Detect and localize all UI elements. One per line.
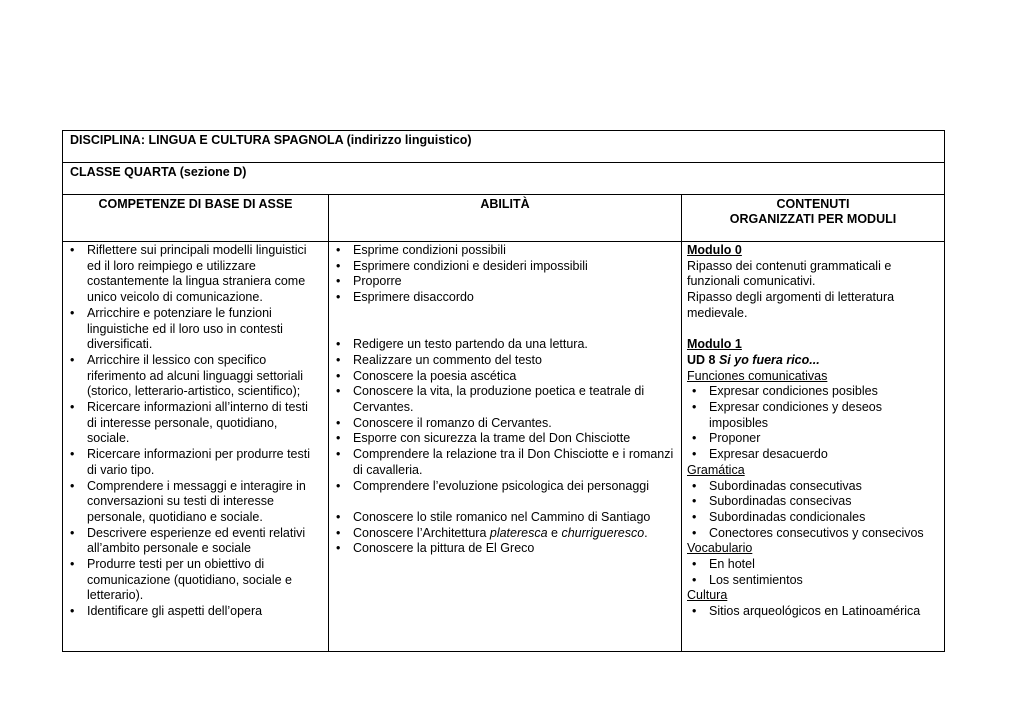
title-row — [63, 131, 944, 163]
unit-prefix: UD 8 — [687, 352, 719, 367]
unit-name: Si yo fuera rico... — [718, 352, 820, 367]
list-item: • Comprendere la relazione tra il Don Chisciotte e i romanzi di cavalleria. — [331, 447, 676, 478]
list-item: • Ricercare informazioni per produrre testi di vario tipo. — [65, 447, 317, 478]
column-divider — [328, 195, 329, 651]
list-item: • Descrivere esperienze ed eventi relativi all’ambito personale e sociale — [65, 526, 317, 557]
list-item: • Riflettere sui principali modelli linguistici ed il loro reimpiego e utilizzare costantemente la lingua straniera come unico veicolo di comunicazione. — [65, 243, 317, 306]
contenuti-column — [687, 243, 942, 620]
module-0-text-2: Ripasso degli argomenti di letteratura medievale. — [687, 290, 895, 320]
funciones-list — [687, 384, 942, 463]
list-item: • Esporre con sicurezza la trame del Don Chisciotte — [331, 431, 676, 447]
list-item: • Sitios arqueológicos en Latinoamérica — [687, 604, 942, 620]
arch-prefix: Conoscere l’Architettura — [353, 525, 490, 540]
list-item: • Conoscere la pittura de El Greco — [331, 541, 676, 557]
list-item: • Comprendere l’evoluzione psicologica dei personaggi — [331, 479, 676, 495]
list-item — [331, 526, 676, 542]
arch-style-1: plateresca — [489, 525, 548, 540]
gramatica-list — [687, 479, 942, 542]
list-item: • Proponer — [687, 431, 942, 447]
arch-style-2: churrigueresco — [561, 525, 645, 540]
class-row — [63, 163, 944, 195]
list-item: • Expresar condiciones y deseos imposibles — [687, 400, 942, 431]
header-competenze: COMPETENZE DI BASE DI ASSE — [98, 197, 293, 211]
header-abilita: ABILITÀ — [480, 197, 530, 211]
list-item: • Los sentimientos — [687, 573, 942, 589]
list-item: • Proporre — [331, 274, 676, 290]
abilita-list-1 — [331, 243, 676, 306]
list-item: • Conoscere la vita, la produzione poetica e teatrale di Cervantes. — [331, 384, 676, 415]
list-item: • En hotel — [687, 557, 942, 573]
list-item: • Esprimere disaccordo — [331, 290, 676, 306]
list-item: • Subordinadas condicionales — [687, 510, 942, 526]
class-title: CLASSE QUARTA (sezione D) — [70, 165, 247, 179]
competenze-column — [65, 243, 317, 620]
cultura-list — [687, 604, 942, 620]
list-item: • Subordinadas consecutivas — [687, 479, 942, 495]
spacer — [331, 494, 676, 510]
vocabulario-list — [687, 557, 942, 588]
funciones-heading: Funciones comunicativas — [687, 368, 828, 383]
cultura-heading: Cultura — [687, 588, 728, 603]
discipline-title: DISCIPLINA: LINGUA E CULTURA SPAGNOLA (indirizzo linguistico) — [70, 133, 472, 147]
list-item: • Conoscere lo stile romanico nel Cammino di Santiago — [331, 510, 676, 526]
list-item: • Ricercare informazioni all’interno di testi di interesse personale, quotidiano, sociale. — [65, 400, 317, 447]
competenze-list — [65, 243, 317, 620]
list-item: • Conoscere la poesia ascética — [331, 369, 676, 385]
gramatica-heading: Gramática — [687, 462, 745, 477]
list-item: • Arricchire il lessico con specifico riferimento ad alcuni linguaggi settoriali (storico, letterario-artistico, scientifico); — [65, 353, 317, 400]
curriculum-table — [62, 130, 945, 652]
list-item: • Redigere un testo partendo da una lettura. — [331, 337, 676, 353]
list-item: • Esprimere condizioni e desideri impossibili — [331, 259, 676, 275]
list-item: • Expresar condiciones posibles — [687, 384, 942, 400]
arch-end: . — [644, 525, 648, 540]
header-contenuti-line1: CONTENUTI — [776, 197, 850, 211]
list-item: • Esprime condizioni possibili — [331, 243, 676, 259]
header-divider — [63, 241, 944, 242]
list-item: • Expresar desacuerdo — [687, 447, 942, 463]
list-item: • Comprendere i messaggi e interagire in conversazioni su testi di interesse personale, quotidiano e sociale. — [65, 479, 317, 526]
arch-mid: e — [547, 525, 562, 540]
spacer — [687, 322, 942, 338]
column-divider — [681, 195, 682, 651]
abilita-list-3 — [331, 510, 676, 557]
vocabulario-heading: Vocabulario — [687, 541, 753, 556]
unit-title — [687, 353, 942, 369]
spacer — [331, 306, 676, 337]
abilita-column — [331, 243, 676, 557]
list-item: • Arricchire e potenziare le funzioni linguistiche ed il loro uso in contesti diversificati. — [65, 306, 317, 353]
header-contenuti-line2: ORGANIZZATI PER MODULI — [729, 212, 897, 226]
abilita-list-2 — [331, 337, 676, 494]
list-item: • Produrre testi per un obiettivo di comunicazione (quotidiano, sociale e letterario). — [65, 557, 317, 604]
header-contenuti — [682, 197, 944, 227]
list-item: • Conoscere il romanzo di Cervantes. — [331, 416, 676, 432]
module-0-title: Modulo 0 — [687, 243, 742, 257]
module-0-text-1: Ripasso dei contenuti grammaticali e funzionali comunicativi. — [687, 258, 892, 289]
list-item: • Realizzare un commento del testo — [331, 353, 676, 369]
list-item: • Conectores consecutivos y consecivos — [687, 526, 942, 542]
list-item: • Identificare gli aspetti dell’opera — [65, 604, 317, 620]
list-item: • Subordinadas consecivas — [687, 494, 942, 510]
module-1-title: Modulo 1 — [687, 337, 742, 352]
